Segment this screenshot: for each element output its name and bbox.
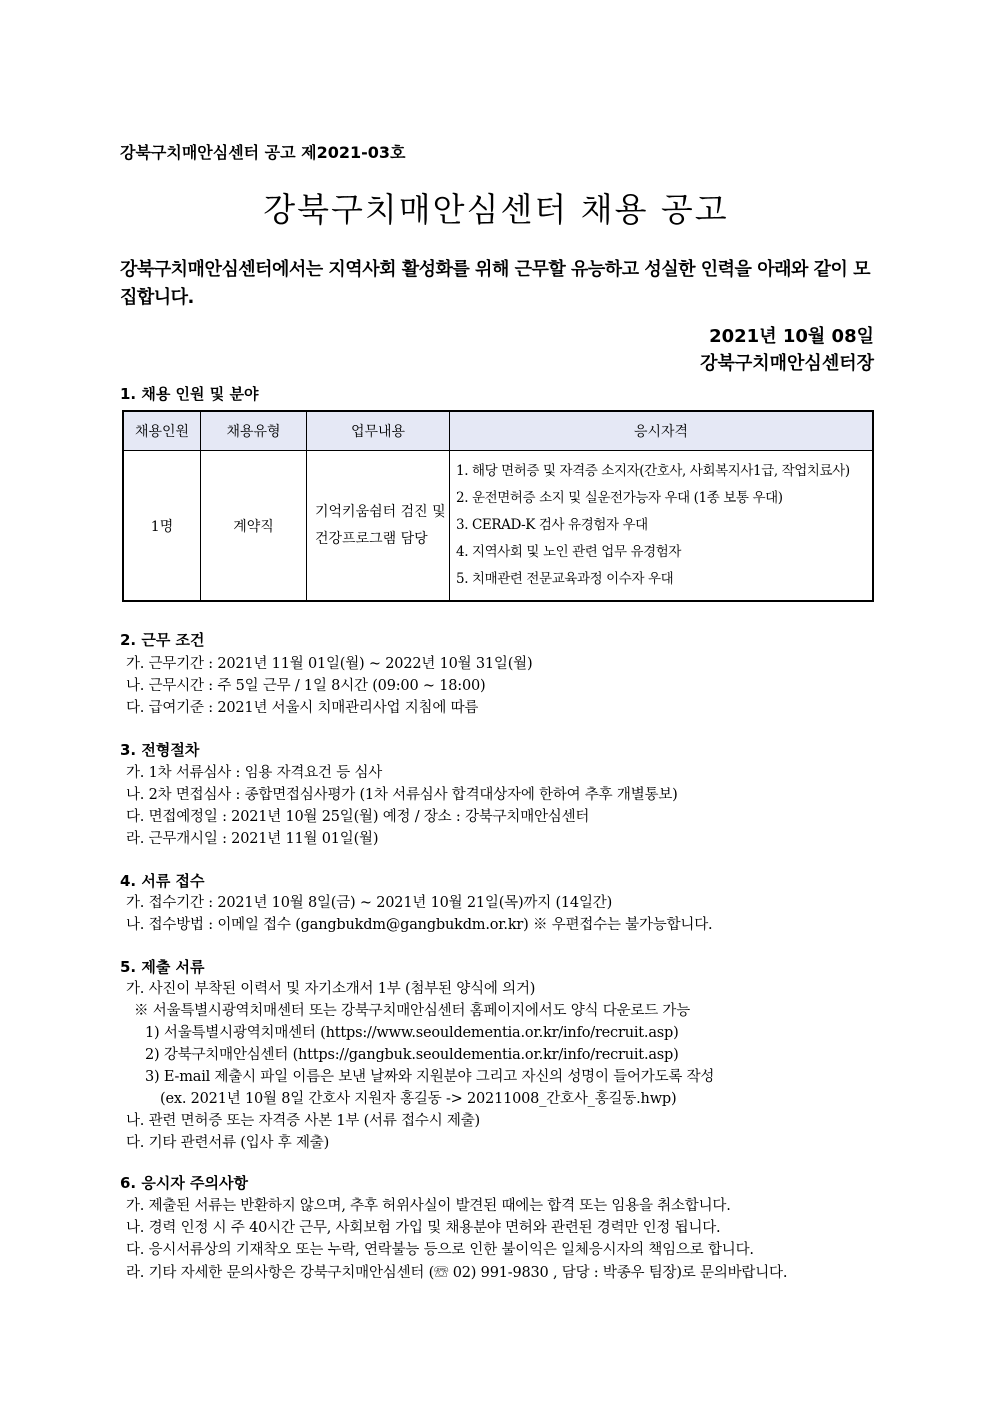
recruitment-table	[122, 410, 874, 602]
email-filename-example: (ex. 2021년 10월 8일 간호사 지원자 홍길동 -> 20211008_간호사_홍길동.hwp)	[160, 1091, 677, 1107]
download-link-2: 2) 강북구치매안심센터 (https://gangbuk.seouldementia.or.kr/info/recruit.asp)	[145, 1047, 679, 1063]
header-headcount: 채용인원	[123, 411, 201, 451]
email-filename-rule: 3) E-mail 제출시 파일 이름은 보낸 날짜와 지원분야 그리고 자신의 성명이 들어가도록 작성	[145, 1069, 715, 1085]
caution-line: 라. 기타 자세한 문의사항은 강북구치매안심센터 (☏ 02) 991-9830 , 담당 : 박종우 팀장)로 문의바랍니다.	[126, 1265, 788, 1281]
section-1-title: 1. 채용 인원 및 분야	[120, 385, 259, 403]
selection-step-line: 다. 면접예정일 : 2021년 10월 25일(월) 예정 / 장소 : 강북구치매안심센터	[126, 809, 590, 825]
cell-headcount: 1명	[123, 451, 201, 602]
section-4-title: 4. 서류 접수	[120, 872, 205, 890]
qualification-item: 5. 치매관련 전문교육과정 이수자 우대	[456, 571, 674, 587]
caution-line: 다. 응시서류상의 기재착오 또는 누락, 연락불능 등으로 인한 불이익은 일체응시자의 책임으로 합니다.	[126, 1242, 754, 1258]
selection-step-line: 라. 근무개시일 : 2021년 11월 01일(월)	[126, 831, 379, 847]
page-title: 강북구치매안심센터 채용 공고	[263, 190, 729, 229]
document-line: 가. 사진이 부착된 이력서 및 자기소개서 1부 (첨부된 양식에 의거)	[126, 981, 536, 997]
section-6-title: 6. 응시자 주의사항	[120, 1174, 249, 1192]
header-duty: 업무내용	[307, 411, 450, 451]
section-2-title: 2. 근무 조건	[120, 631, 205, 649]
cell-type: 계약직	[201, 451, 307, 602]
qualification-item: 4. 지역사회 및 노인 관련 업무 유경험자	[456, 544, 682, 560]
selection-step-line: 가. 1차 서류심사 : 임용 자격요건 등 심사	[126, 765, 383, 781]
work-condition-line: 가. 근무기간 : 2021년 11월 01일(월) ~ 2022년 10월 31일(월)	[126, 656, 533, 672]
work-condition-line: 다. 급여기준 : 2021년 서울시 치매관리사업 지침에 따름	[126, 700, 479, 716]
header-type: 채용유형	[201, 411, 307, 451]
table-row	[123, 451, 873, 602]
section-3-title: 3. 전형절차	[120, 741, 200, 759]
header-qualifications: 응시자격	[450, 411, 874, 451]
caution-line: 나. 경력 인정 시 주 40시간 근무, 사회보험 가입 및 채용분야 면허와 관련된 경력만 인정 됩니다.	[126, 1220, 721, 1236]
section-5-title: 5. 제출 서류	[120, 958, 205, 976]
application-line: 나. 접수방법 : 이메일 접수 (gangbukdm@gangbukdm.or.kr) ※ 우편접수는 불가능합니다.	[126, 917, 713, 933]
intro-paragraph: 강북구치매안심센터에서는 지역사회 활성화를 위해 근무할 유능하고 성실한 인력을 아래와 같이 모집합니다.	[120, 259, 871, 308]
qualification-item: 3. CERAD-K 검사 유경험자 우대	[456, 517, 648, 533]
work-condition-line: 나. 근무시간 : 주 5일 근무 / 1일 8시간 (09:00 ~ 18:00)	[126, 678, 486, 694]
table-header-row	[123, 411, 873, 451]
qualification-item: 2. 운전면허증 소지 및 실운전가능자 우대 (1종 보통 우대)	[456, 490, 783, 506]
caution-line: 가. 제출된 서류는 반환하지 않으며, 추후 허위사실이 발견된 때에는 합격 또는 임용을 취소합니다.	[126, 1198, 731, 1214]
notice-number: 강북구치매안심센터 공고 제2021-03호	[120, 143, 406, 162]
cell-qualifications	[450, 451, 874, 602]
download-link-1: 1) 서울특별시광역치매센터 (https://www.seouldementia.or.kr/info/recruit.asp)	[145, 1025, 679, 1041]
notice-date: 2021년 10월 08일	[709, 326, 874, 347]
selection-step-line: 나. 2차 면접심사 : 종합면접심사평가 (1차 서류심사 합격대상자에 한하여 추후 개별통보)	[126, 787, 678, 803]
download-note: ※ 서울특별시광역치매센터 또는 강북구치매안심센터 홈페이지에서도 양식 다운로드 가능	[134, 1003, 691, 1019]
qualification-item: 1. 해당 면허증 및 자격증 소지자(간호사, 사회복지사1급, 작업치료사)	[456, 463, 850, 479]
cell-duty: 기억키움쉼터 검진 및 건강프로그램 담당	[307, 451, 450, 602]
document-line: 나. 관련 면허증 또는 자격증 사본 1부 (서류 접수시 제출)	[126, 1113, 480, 1129]
application-line: 가. 접수기간 : 2021년 10월 8일(금) ~ 2021년 10월 21일(목)까지 (14일간)	[126, 895, 613, 911]
issuer-name: 강북구치매안심센터장	[700, 353, 874, 374]
document-line: 다. 기타 관련서류 (입사 후 제출)	[126, 1135, 330, 1151]
